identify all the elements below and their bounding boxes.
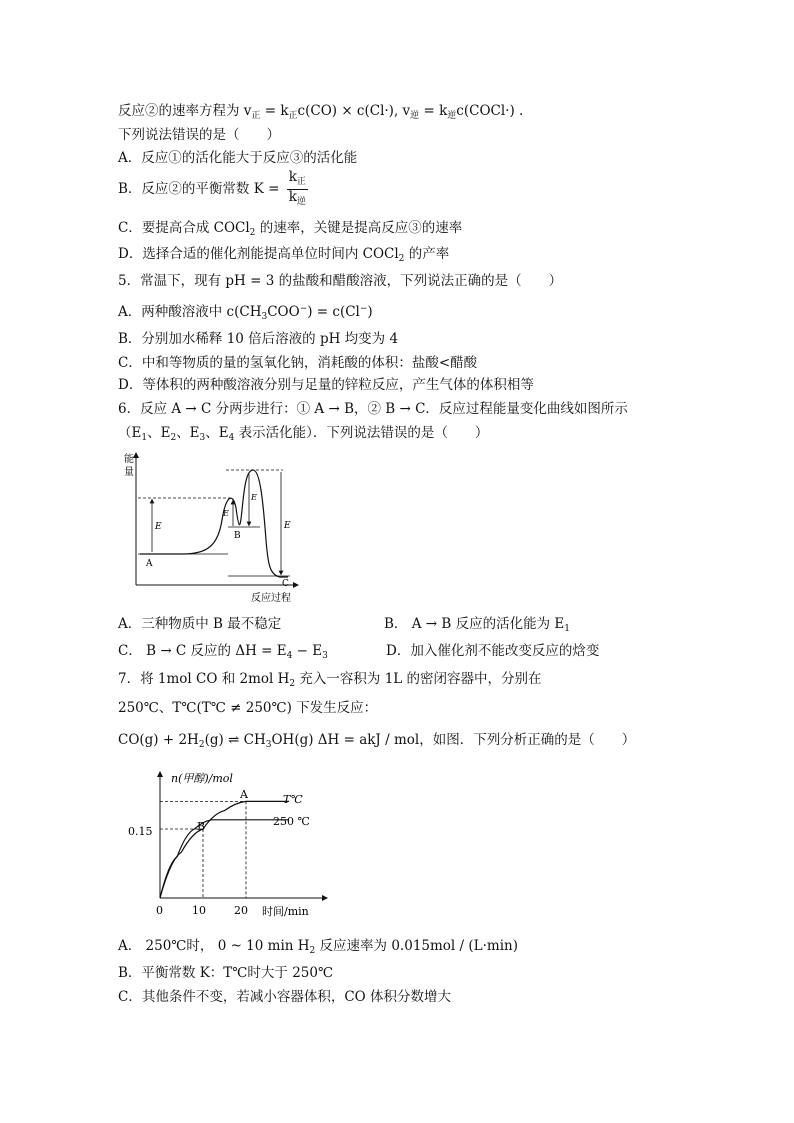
text: A． 250℃时， 0 ~ 10 min H [118,938,310,954]
subscript: 3 [261,312,268,322]
subscript: 正 [251,111,261,121]
question-6: 6．反应 A → C 分两步进行：① A → B，② B → C．反应过程能量变化曲线如图所示 [118,401,628,417]
subscript: 逆 [447,111,457,121]
chart-x-label: 时间/min [262,905,309,918]
text: 表示活化能）．下列说法错误的是（ ） [234,425,489,441]
question-7-cont: 250℃、T℃(T℃ ≠ 250℃) 下发生反应： [118,700,378,716]
q6-option-d: D．加入催化剂不能改变反应的焓变 [386,643,600,659]
q5-option-b: B．分别加水稀释 10 倍后溶液的 pH 均变为 4 [118,331,399,347]
energy-y-label-2: 量 [124,467,134,478]
subscript: 正 [296,177,306,187]
numerator: k [288,169,297,185]
q7-option-b: B．平衡常数 K：T℃时大于 250℃ [118,965,334,981]
methanol-chart [125,768,335,923]
text: ) [367,304,373,320]
series-250-line [160,820,289,898]
subscript: 3 [322,651,328,661]
text: 的产率 [404,246,450,262]
chart-y-label: n(甲醇)/mol [171,772,233,785]
text: (g) ⇌ CH [204,732,266,748]
subscript: 正 [288,111,298,121]
energy-x-label: 反应过程 [251,593,291,604]
text: 的速率，关键是提高反应③的速率 [255,220,463,236]
q5-option-d: D．等体积的两种酸溶液分别与足量的锌粒反应，产生气体的体积相等 [118,377,534,393]
text: 反应速率为 0.015mol / (L·min) [315,938,518,954]
text: 7．将 1mol CO 和 2mol H [118,671,290,687]
question-5: 5．常温下，现有 pH = 3 的盐酸和醋酸溶液，下列说法正确的是（ ） [118,273,563,289]
text: COO [267,304,300,320]
label-e4: E [284,521,291,531]
text: 反应②的速率方程为 v [118,103,252,119]
question-6-cont [118,424,488,447]
point-label-a: A [240,788,248,801]
fraction [287,170,308,209]
subscript: 2 [249,228,256,238]
rate-equation-line [118,102,523,125]
subscript: 逆 [410,111,420,121]
subscript: 2 [170,433,177,443]
option-d [118,245,449,268]
subscript: 2 [398,254,405,264]
text: C．要提高合成 COCl [118,220,250,236]
subscript: 2 [198,740,205,750]
subscript: 逆 [296,197,306,207]
x-tick-20: 20 [234,904,248,917]
text: = k [260,103,289,119]
text: c(COCl·) . [456,103,524,119]
denominator: k [288,189,297,205]
superscript: − [299,304,308,314]
superscript: − [359,304,368,314]
point-label-b: B [197,820,206,833]
text: （E [118,425,142,441]
question-7 [118,670,542,693]
question-7-reaction [118,731,635,754]
energy-diagram [118,450,318,610]
q5-option-c: C．中和等物质的量的氢氧化钠，消耗酸的体积：盐酸<醋酸 [118,355,478,371]
q6-option-a: A．三种物质中 B 最不稳定 [118,616,282,632]
text: 、E [205,425,229,441]
energy-curve [140,470,288,577]
subscript: 3 [199,433,206,443]
series-label-t: T℃ [283,793,303,806]
text: A．两种酸溶液中 c(CH [118,304,262,320]
option-c [118,219,462,242]
text: C． B → C 反应的 ΔH = E [118,643,287,659]
text: 充入一容积为 1L 的密闭容器中，分别在 [295,671,542,687]
text: OH(g) ΔH = akJ / mol，如图．下列分析正确的是（ ） [271,732,636,748]
text: B．反应②的平衡常数 K = [118,181,284,197]
energy-y-label-1: 能 [124,454,134,465]
label-e1: E [155,522,162,532]
subscript: 1 [564,624,570,634]
label-c: C [282,579,289,589]
text: CO(g) + 2H [118,732,199,748]
text: 、E [147,425,171,441]
text: = k [419,103,448,119]
series-label-250: 250 ℃ [273,815,310,828]
q6-option-b [384,615,570,638]
q7-option-c: C．其他条件不变，若减小容器体积，CO 体积分数增大 [118,989,452,1005]
chart-marks [160,801,289,898]
label-e3: E [251,493,257,502]
text: ) = c(Cl [307,304,360,320]
label-e2: E [223,509,229,518]
text: − E [292,643,323,659]
subscript: 4 [286,651,293,661]
text: 、E [176,425,200,441]
subscript: 2 [309,946,316,956]
subscript: 1 [141,433,148,443]
text: D．选择合适的催化剂能提高单位时间内 COCl [118,246,399,262]
text: c(CO) × c(Cl·), v [297,103,411,119]
label-b: B [234,531,241,541]
q5-option-a [118,300,373,326]
x-tick-0: 0 [156,904,163,917]
label-a: A [146,559,153,569]
subscript: 3 [265,740,272,750]
q6-option-c [118,642,328,665]
text: B． A → B 反应的活化能为 E [384,616,565,632]
option-a: A．反应①的活化能大于反应③的活化能 [118,150,358,166]
question-prompt: 下列说法错误的是（ ） [118,127,280,143]
x-tick-10: 10 [192,904,206,917]
option-b [118,170,308,209]
y-tick-0.15: 0.15 [128,825,153,838]
subscript: 4 [228,433,235,443]
q7-option-a [118,937,518,960]
subscript: 2 [289,679,296,689]
